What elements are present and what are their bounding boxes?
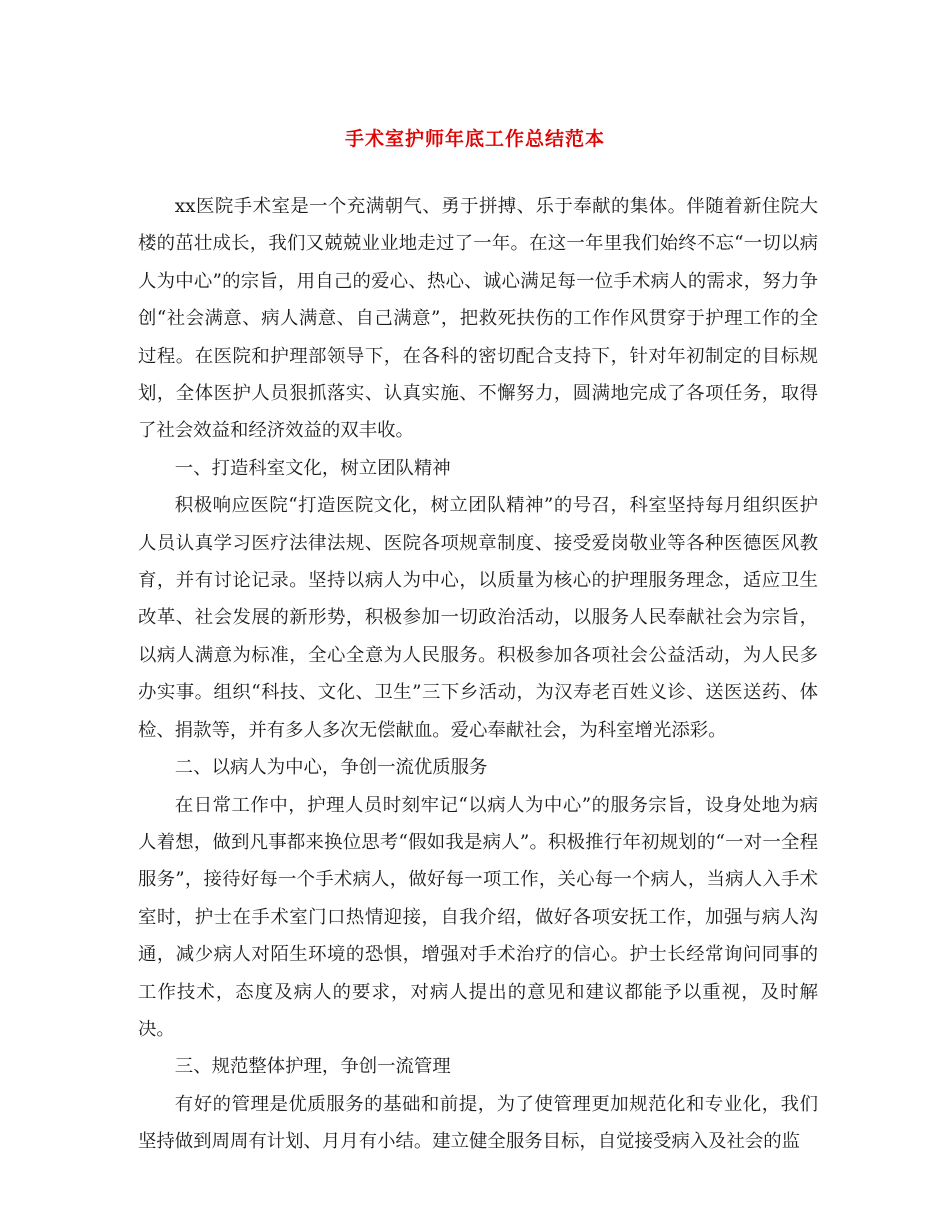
document-body	[138, 188, 818, 1161]
section-1-paragraph: 积极响应医院“打造医院文化，树立团队精神”的号召，科室坚持每月组织医护人员认真学习医疗法律法规、医院各项规章制度、接受爱岗敬业等各种医德医风教育，并有讨论记录。坚持以病人为中心，以质量为核心的护理服务理念，适应卫生改革、社会发展的新形势，积极参加一切政治活动，以服务人民奉献社会为宗旨，以病人满意为标准，全心全意为人民服务。积极参加各项社会公益活动，为人民多办实事。组织“科技、文化、卫生”三下乡活动，为汉寿老百姓义诊、送医送药、体检、捐款等，并有多人多次无偿献血。爱心奉献社会，为科室增光添彩。	[138, 495, 818, 741]
section-heading-2: 二、以病人为中心，争创一流优质服务	[174, 757, 488, 779]
section-3-paragraph: 有好的管理是优质服务的基础和前提，为了使管理更加规范化和专业化，我们坚持做到周周有计划、月月有小结。建立健全服务目标，自觉接受病入及社会的监	[138, 1093, 818, 1153]
intro-paragraph: xx医院手术室是一个充满朝气、勇于拼搏、乐于奉献的集体。伴随着新住院大楼的茁壮成长，我们又兢兢业业地走过了一年。在这一年里我们始终不忘“一切以病人为中心”的宗旨，用自己的爱心、热心、诚心满足每一位手术病人的需求，努力争创“社会满意、病人满意、自己满意”，把救死扶伤的工作作风贯穿于护理工作的全过程。在医院和护理部领导下，在各科的密切配合支持下，针对年初制定的目标规划，全体医护人员狠抓落实、认真实施、不懈努力，圆满地完成了各项任务，取得了社会效益和经济效益的双丰收。	[138, 196, 818, 442]
section-2-paragraph: 在日常工作中，护理人员时刻牢记“以病人为中心”的服务宗旨，设身处地为病人着想，做到凡事都来换位思考“假如我是病人”。积极推行年初规划的“一对一全程服务”，接待好每一个手术病人，做好每一项工作，关心每一个病人，当病人入手术室时，护士在手术室门口热情迎接，自我介绍，做好各项安抚工作，加强与病人沟通，减少病人对陌生环境的恐惧，增强对手术治疗的信心。护士长经常询问同事的工作技术，态度及病人的要求，对病人提出的意见和建议都能予以重视，及时解决。	[138, 794, 818, 1040]
section-heading-1: 一、打造科室文化，树立团队精神	[174, 457, 451, 479]
document-title: 手术室护师年底工作总结范本	[344, 128, 605, 150]
section-heading-3: 三、规范整体护理，争创一流管理	[174, 1056, 451, 1078]
